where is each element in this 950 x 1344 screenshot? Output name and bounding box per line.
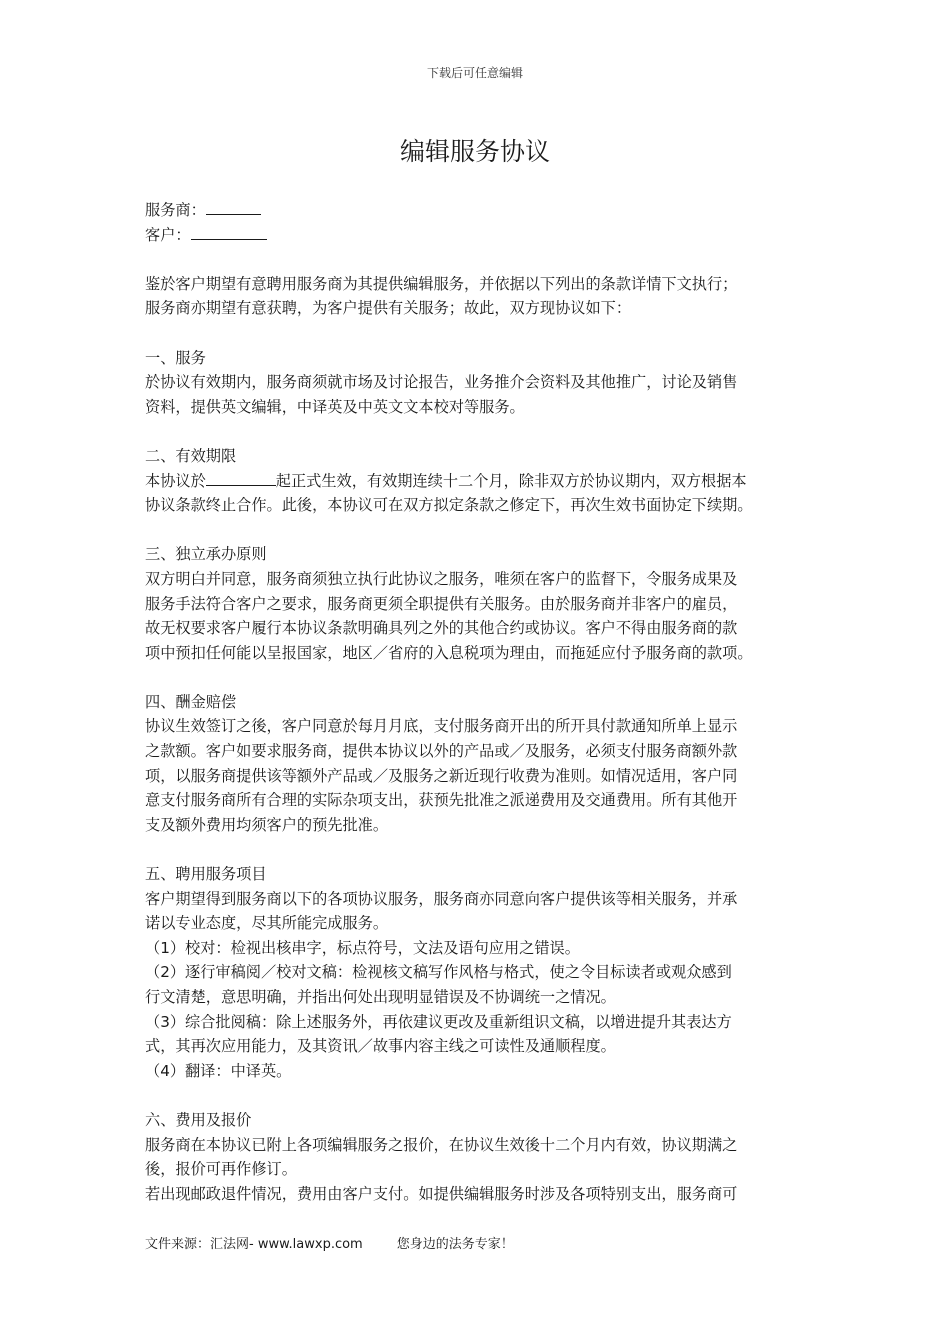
client-label: 客户： <box>145 225 191 244</box>
spacer <box>145 321 810 346</box>
footer-source: 文件来源：汇法网- www.lawxp.com <box>145 1237 363 1252</box>
preamble-line: 鉴於客户期望有意聘用服务商为其提供编辑服务，并依据以下列出的条款详情下文执行； <box>145 274 738 293</box>
client-blank <box>191 223 267 240</box>
effective-date-suffix: 起正式生效，有效期连续十二个月，除非双方於协议期内，双方根据本 <box>275 471 747 490</box>
spacer <box>145 1083 810 1108</box>
section-line: 於协议有效期内，服务商须就市场及讨论报告，业务推介会资料及其他推广，讨论及销售 <box>145 373 738 392</box>
section-line: （1）校对：检视出核串字，标点符号，文法及语句应用之错误。 <box>145 938 580 957</box>
section-line: 诺以专业态度，尽其所能完成服务。 <box>145 914 388 933</box>
effective-date-prefix: 本协议於 <box>145 471 206 490</box>
client-line <box>145 223 810 248</box>
section-line: 双方明白并同意，服务商须独立执行此协议之服务，唯须在客户的监督下，令服务成果及 <box>145 569 738 588</box>
section-heading: 六、费用及报价 <box>145 1110 252 1129</box>
provider-blank <box>206 198 261 215</box>
section-line: 客户期望得到服务商以下的各项协议服务，服务商亦同意向客户提供该等相关服务，并承 <box>145 889 738 908</box>
section-heading: 二、有效期限 <box>145 446 237 465</box>
section-line: （3）综合批阅稿：除上述服务外，再依建议更改及重新组识文稿，以增进提升其表达方 <box>145 1012 732 1031</box>
section-line: 意支付服务商所有合理的实际杂项支出，获预先批准之派递费用及交通费用。所有其他开 <box>145 791 738 810</box>
section-line: 项中预扣任何能以呈报国家，地区／省府的入息税项为理由，而拖延应付予服务商的款项。 <box>145 643 753 662</box>
provider-line <box>145 198 810 223</box>
document-body <box>145 198 810 1206</box>
preamble-line: 服务商亦期望有意获聘，为客户提供有关服务；故此，双方现协议如下： <box>145 299 631 318</box>
spacer <box>145 837 810 862</box>
spacer <box>145 518 810 543</box>
section-line: 协议条款终止合作。此後，本协议可在双方拟定条款之修定下，再次生效书面协定下续期。 <box>145 496 753 515</box>
section-line: （2）逐行审稿阅／校对文稿：检视核文稿写作风格与格式，使之令目标读者或观众感到 <box>145 963 732 982</box>
section-line: 若出现邮政退件情况，费用由客户支付。如提供编辑服务时涉及各项特别支出，服务商可 <box>145 1184 738 1203</box>
section-line: 协议生效签订之後，客户同意於每月月底，支付服务商开出的所开具付款通知所单上显示 <box>145 717 738 736</box>
provider-label: 服务商： <box>145 201 206 219</box>
effective-date-blank <box>206 469 276 486</box>
section-line: 服务手法符合客户之要求，服务商更须全职提供有关服务。由於服务商并非客户的雇员， <box>145 594 738 613</box>
section-line <box>145 469 810 494</box>
section-line: （4）翻译：中译英。 <box>145 1061 292 1080</box>
section-heading: 四、酬金赔偿 <box>145 692 237 711</box>
spacer <box>145 665 810 690</box>
section-line: 资料，提供英文编辑，中译英及中英文文本校对等服务。 <box>145 397 525 416</box>
section-line: 之款额。客户如要求服务商，提供本协议以外的产品或／及服务，必须支付服务商额外款 <box>145 742 738 761</box>
page-footer <box>145 1233 514 1252</box>
document-title: 编辑服务协议 <box>399 137 550 166</box>
section-heading: 三、独立承办原则 <box>145 545 267 564</box>
section-line: 行文清楚，意思明确，并指出何处出现明显错误及不协调统一之情况。 <box>145 988 616 1006</box>
spacer <box>145 419 810 444</box>
section-line: 後，报价可再作修订。 <box>145 1160 297 1179</box>
section-line: 服务商在本协议已附上各项编辑服务之报价，在协议生效後十二个月内有效，协议期满之 <box>145 1135 738 1154</box>
section-line: 故无权要求客户履行本协议条款明确具列之外的其他合约或协议。客户不得由服务商的款 <box>145 619 738 638</box>
footer-slogan: 您身边的法务专家！ <box>396 1237 514 1252</box>
spacer <box>145 247 810 272</box>
section-heading: 一、服务 <box>145 348 206 367</box>
page-header-note: 下载后可任意编辑 <box>426 66 523 80</box>
section-heading: 五、聘用服务项目 <box>145 865 267 884</box>
section-line: 项，以服务商提供该等额外产品或／及服务之新近现行收费为准则。如情况适用，客户同 <box>145 766 738 785</box>
section-line: 式，其再次应用能力，及其资讯／故事内容主线之可读性及通顺程度。 <box>145 1037 616 1056</box>
section-line: 支及额外费用均须客户的预先批准。 <box>145 815 388 834</box>
